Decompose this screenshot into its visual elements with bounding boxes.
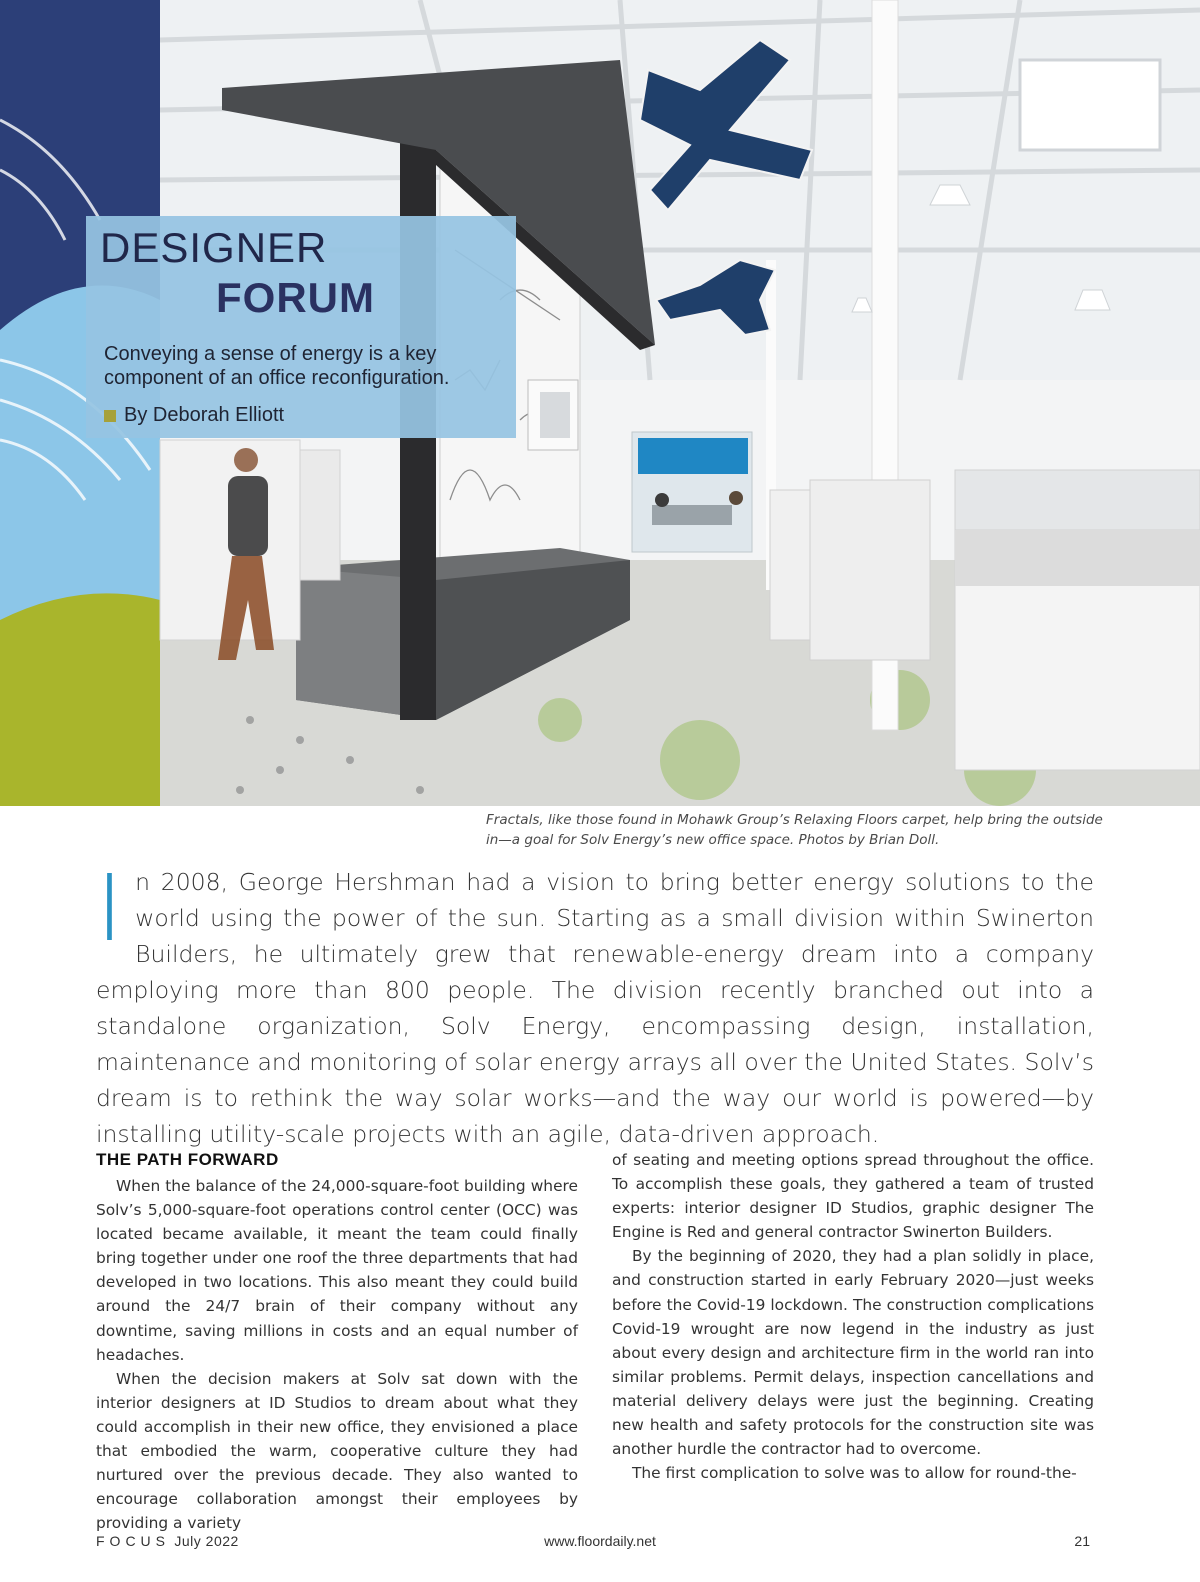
lead-text: n 2008, George Hershman had a vision to bring better energy solutions to the world using the power of the sun. Starting as a small division within Swinerton Builders, he ultimately grew that renewable-energy dream into a company employing more than 800 people. The division recently branched out into a standalone organization, Solv Energy, encompassing design, installation, maintenance and monitoring of solar energy arrays all over the United States. Solv’s dream is to rethink the way solar works—and the way our world is powered—by installing utility-scale projects with an agile, data-driven approach. [96,868,1094,1148]
body-paragraph: By the beginning of 2020, they had a plan solidly in place, and construction started in early February 2020—just weeks before the Covid-19 lockdown. The construction complications Covid-19 wrought are now legend in the industry as just about every design and architecture firm in the world ran into similar problems. Permit delays, inspection cancellations and material delivery delays were just the beginning. Creating new health and safety protocols for the construction site was another hurdle the contractor had to overcome. [612,1247,1094,1459]
byline-square-icon [104,410,116,422]
department-title-line2: FORUM [216,274,375,321]
drop-cap: I [96,855,124,962]
body-paragraph: When the balance of the 24,000-square-foot building where Solv’s 5,000-square-foot operations control center (OCC) was located became available, it meant the team could finally bring together under one roof the three departments that had developed in two locations. This also meant they could build around the 24/7 brain of their company without any downtime, saving millions in costs and an equal number of headaches. [96,1177,578,1364]
body-column-left [96,1148,578,1535]
department-title-line1: DESIGNER [100,224,328,271]
publication-name: FOCUS [96,1533,170,1549]
body-column-right [612,1148,1094,1485]
footer-website[interactable]: www.floordaily.net [544,1533,656,1549]
body-paragraph: When the decision makers at Solv sat down with the interior designers at ID Studios to dream about what they could accomplish in their new office, they envisioned a place that embodied the warm, cooperative culture they had nurtured over the previous decade. They also wanted to encourage collaboration amongst their employees by providing a variety [96,1369,578,1533]
page-number: 21 [1074,1533,1090,1549]
body-paragraph: of seating and meeting options spread throughout the office. To accomplish these goals, they gathered a team of trusted experts: interior designer ID Studios, graphic designer The Engine is Red and general contractor Swinerton Builders. [612,1151,1094,1242]
byline-text: By Deborah Elliott [124,404,285,426]
article-deck: Conveying a sense of energy is a key component of an office reconfiguration. [104,343,450,389]
lead-paragraph [96,855,1094,1152]
photo-caption: Fractals, like those found in Mohawk Group’s Relaxing Floors carpet, help bring the outside in—a goal for Solv Energy’s new office space. Photos by Brian Doll. [486,812,1103,848]
section-subhead: THE PATH FORWARD [96,1150,279,1169]
byline [104,404,284,427]
issue-date: July 2022 [174,1533,239,1549]
department-header [86,216,516,438]
body-paragraph: The first complication to solve was to allow for round-the- [632,1464,1077,1483]
